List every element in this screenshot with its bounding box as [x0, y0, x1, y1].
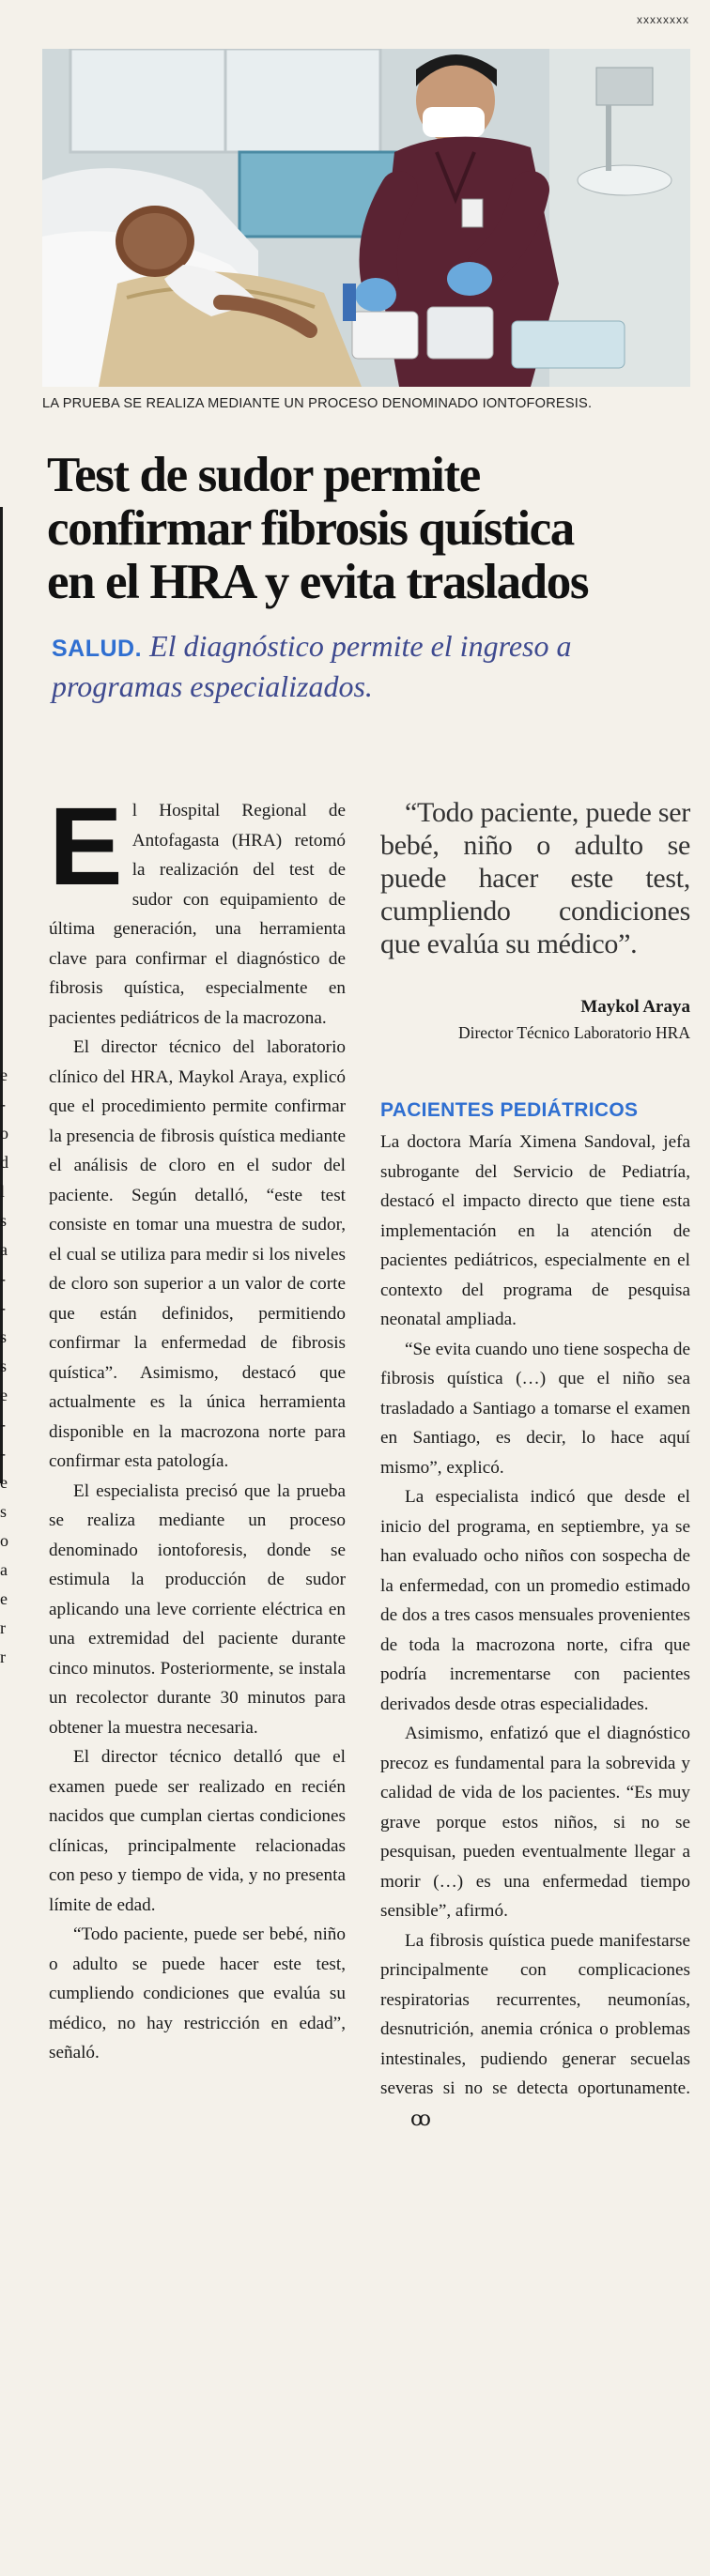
paragraph-text: La fibrosis quística puede manifestarse principalmente con complicaciones respiratorias recurrentes, neumonías, desnutrición, anemia crónica o problemas intestinales, pudiendo generar secuelas severas si no se detecta oportunamente.	[380, 1930, 690, 2098]
body-paragraph	[380, 1926, 690, 2136]
hospital-scene-illustration	[42, 49, 690, 387]
quote-author: Maykol Araya	[580, 997, 690, 1017]
fragment-char: l	[0, 1182, 6, 1201]
section-kicker: SALUD.	[52, 636, 143, 662]
fragment-char: e	[0, 1066, 8, 1084]
page-code: xxxxxxxx	[637, 13, 689, 26]
fragment-char: o	[0, 1531, 8, 1550]
end-mark-icon: ꝏ	[410, 2106, 431, 2130]
dropcap: E	[49, 785, 123, 909]
body-paragraph: El director técnico detalló que el examen puede ser realizado en recién nacidos que cumplan ciertas condiciones clínicas, principalmente relacionadas con peso y tiempo de vida, y no presenta límite de edad.	[49, 1747, 346, 1915]
fragment-char: -	[0, 1415, 6, 1434]
article-photo	[42, 49, 690, 387]
headline	[47, 449, 695, 609]
body-paragraph: El especialista precisó que la prueba se realiza mediante un proceso denominado iontoforesis, donde se estimula la producción de sudor aplicando una leve corriente eléctrica en una extremidad del paciente durante cinco minutos. Posteriormente, se instala un recolector durante 30 minutos para obtener la muestra necesaria.	[49, 1480, 346, 1738]
body-paragraph: “Todo paciente, puede ser bebé, niño o adulto se puede hacer este test, cumpliendo condiciones que evalúa su médico, no hay restricción en edad”, señaló.	[49, 1924, 346, 2062]
body-paragraph: La doctora María Ximena Sandoval, jefa subrogante del Servicio de Pediatría, destacó el impacto directo que tiene esta implementación en la atención de pacientes pediátricos, especialmente en el contexto del programa de pesquisa neonatal ampliada.	[380, 1132, 690, 1329]
fragment-char: o	[0, 1124, 8, 1142]
fragment-char: s	[0, 1327, 8, 1346]
body-column-left	[49, 785, 346, 2068]
fragment-char: d	[0, 1153, 8, 1172]
fragment-char: -	[0, 1444, 6, 1463]
body-column-right	[380, 796, 690, 2135]
fragment-char: r	[0, 1618, 6, 1637]
headline-line: en el HRA y evita traslados	[47, 555, 589, 609]
deck-text: El diagnóstico permite el ingreso a programas especializados.	[52, 629, 572, 703]
fragment-char: r	[0, 1648, 6, 1666]
pull-quote: “Todo paciente, puede ser bebé, niño o adulto se puede hacer este test, cumpliendo condiciones que evalúa su médico”.	[380, 797, 690, 959]
adjacent-article-fragment	[0, 488, 9, 2576]
fragment-char: a	[0, 1240, 8, 1259]
quote-author-role: Director Técnico Laboratorio HRA	[457, 1023, 690, 1042]
deck	[52, 627, 690, 705]
fragment-char: -	[0, 1298, 6, 1317]
body-paragraph: El director técnico del laboratorio clínico del HRA, Maykol Araya, explicó que el procedimiento permite confirmar la presencia de fibrosis quística mediante el análisis de cloro en el sudor del paciente. Según detalló, “este test consiste en tomar una muestra de sudor, el cual se utiliza para medir si los niveles de cloro son superior a un valor de corte que están definidos, permitiendo confirmar la enfermedad de fibrosis quística”. Asimismo, destacó que actualmente es la única herramienta disponible en la macrozona norte para confirmar esta patología.	[49, 1037, 346, 1471]
headline-line: confirmar fibrosis quística	[47, 501, 574, 556]
body-paragraph	[49, 785, 346, 1033]
fragment-char: s	[0, 1211, 8, 1230]
fragment-char: s	[0, 1502, 8, 1521]
headline-line: Test de sudor permite	[47, 448, 480, 502]
paragraph-text: l Hospital Regional de Antofagasta (HRA) retomó la realización del test de sudor con equipamiento de última generación, una herramienta clave para confirmar el diagnóstico de fibrosis quística, especialmente en pacientes pediátricos de la macrozona.	[49, 801, 346, 1028]
fragment-char: -	[0, 1269, 6, 1288]
fragment-char: a	[0, 1560, 8, 1579]
fragment-char: e	[0, 1473, 8, 1492]
fragment-char: e	[0, 1386, 8, 1404]
photo-caption: LA PRUEBA SE REALIZA MEDIANTE UN PROCESO DENOMINADO IONTOFORESIS.	[42, 396, 593, 411]
section-heading: PACIENTES PEDIÁTRICOS	[380, 1099, 639, 1121]
fragment-char: -	[0, 1095, 6, 1113]
fragment-char: s	[0, 1357, 8, 1375]
body-paragraph: “Se evita cuando uno tiene sospecha de fibrosis quística (…) que el niño sea trasladado a Santiago a tomarse el examen en Santiago, es decir, lo hace aquí mismo”, explicó.	[380, 1339, 690, 1478]
body-paragraph: Asimismo, enfatizó que el diagnóstico precoz es fundamental para la sobrevida y calidad de vida de los pacientes. “Es muy grave porque estos niños, si no se pesquisan, pueden eventualmente llegar a morir (…) es una enfermedad tiempo sensible”, afirmó.	[380, 1724, 690, 1921]
body-paragraph: La especialista indicó que desde el inicio del programa, en septiembre, ya se han evaluado ocho niños con sospecha de la enfermedad, con un promedio estimado de dos a tres casos mensuales provenientes de toda la macrozona norte, cifra que podría incrementarse con pacientes derivados desde otras especialidades.	[380, 1487, 690, 1714]
fragment-char: e	[0, 1589, 8, 1608]
